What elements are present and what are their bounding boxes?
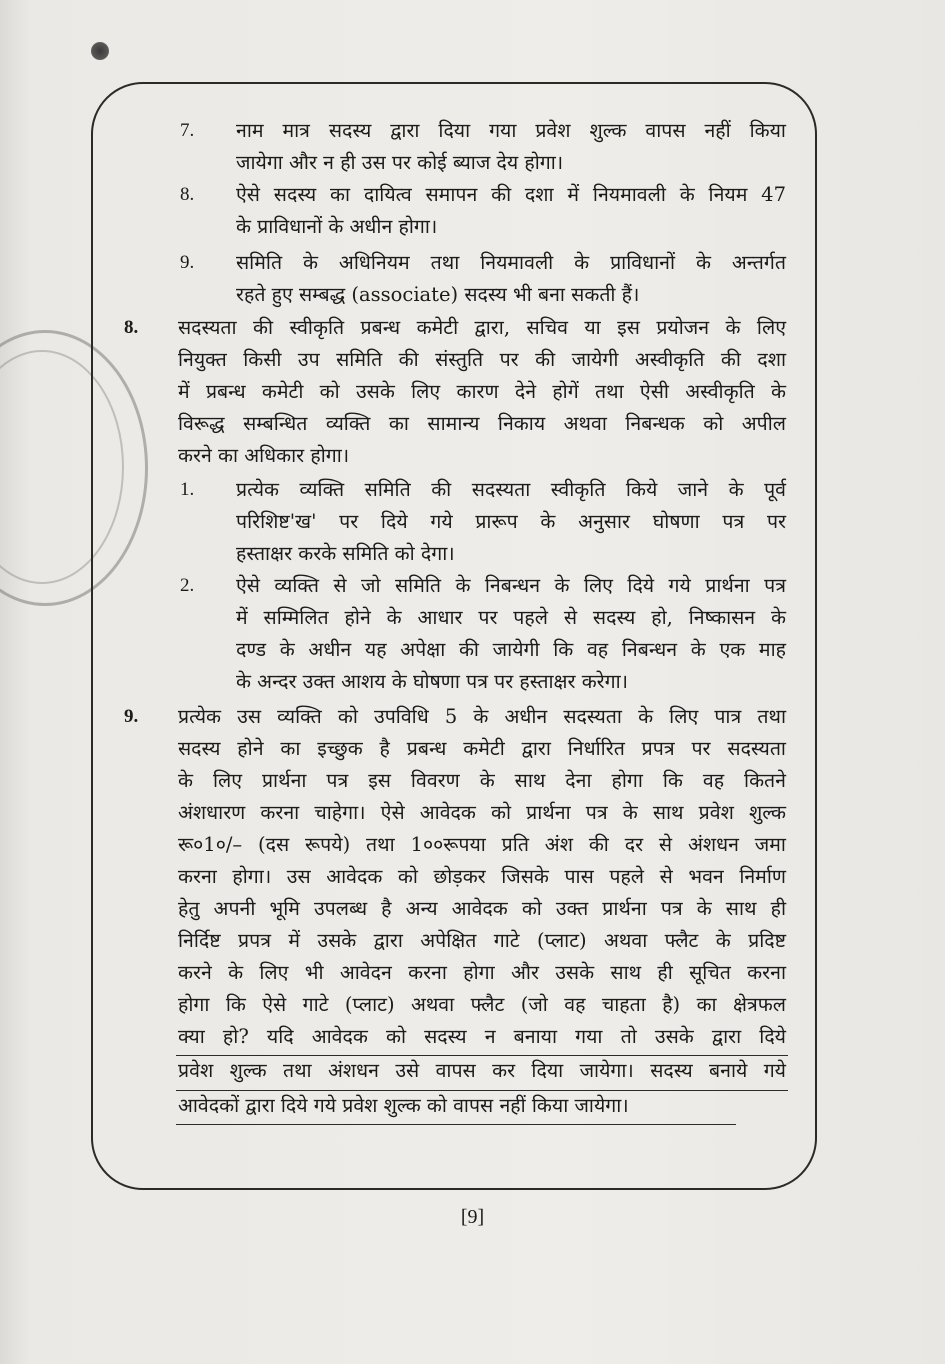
content-frame: [91, 82, 817, 1190]
section-line: होगा कि ऐसे गाटे (प्लाट) अथवा फ्लैट (जो वह चाहता है) का क्षेत्रफल: [178, 993, 786, 1016]
section-line: क्या हो? यदि आवेदक को सदस्य न बनाया गया तो उसके द्वारा दिये: [178, 1025, 786, 1048]
clause-number: 1.: [180, 479, 195, 500]
section-line: के लिए प्रार्थना पत्र इस विवरण के साथ देना होगा कि वह कितने: [178, 769, 786, 792]
section-line: करने के लिए भी आवेदन करना होगा और उसके साथ ही सूचित करना: [178, 961, 786, 984]
section-line: आवेदकों द्वारा दिये गये प्रवेश शुल्क को वापस नहीं किया जायेगा।: [178, 1094, 629, 1117]
clause-line: के अन्दर उक्त आशय के घोषणा पत्र पर हस्ताक्षर करेगा।: [236, 670, 629, 693]
clause-number: 2.: [180, 575, 195, 596]
clause-line: समिति के अधिनियम तथा नियमावली के प्राविधानों के अन्तर्गत: [236, 251, 786, 274]
clause-line: दण्ड के अधीन यह अपेक्षा की जायेगी कि वह निबन्धन के एक माह: [236, 638, 786, 661]
clause-line: नाम मात्र सदस्य द्वारा दिया गया प्रवेश शुल्क वापस नहीं किया: [236, 119, 786, 142]
clause-number: 8.: [180, 184, 195, 205]
section-line: में प्रबन्ध कमेटी को उसके लिए कारण देने होगें तथा ऐसी अस्वीकृति के: [178, 380, 786, 403]
punch-hole: [91, 42, 109, 60]
page-number: [9]: [460, 1206, 485, 1228]
section-line: रू०1०/– (दस रूपये) तथा 1००रूपया प्रति अंश की दर से अंशधन जमा: [178, 833, 786, 856]
section-number: 9.: [124, 706, 139, 727]
pen-underline: [176, 1090, 788, 1091]
section-line: सदस्य होने का इच्छुक है प्रबन्ध कमेटी द्वारा निर्धारित प्रपत्र पर सदस्यता: [178, 737, 786, 760]
section-line: हेतु अपनी भूमि उपलब्ध है अन्य आवेदक को उक्त प्रार्थना पत्र के साथ ही: [178, 897, 786, 920]
clause-line: के प्राविधानों के अधीन होगा।: [236, 215, 438, 238]
section-line: विरूद्ध सम्बन्धित व्यक्ति का सामान्य निकाय अथवा निबन्धक को अपील: [178, 412, 786, 435]
clause-line: हस्ताक्षर करके समिति को देगा।: [236, 542, 455, 565]
section-line: निर्दिष्ट प्रपत्र में उसके द्वारा अपेक्षित गाटे (प्लाट) अथवा फ्लैट के प्रदिष्ट: [178, 929, 786, 952]
section-line: अंशधारण करना चाहेगा। ऐसे आवेदक को प्रार्थना पत्र के साथ प्रवेश शुल्क: [178, 801, 786, 824]
clause-line: प्रत्येक व्यक्ति समिति की सदस्यता स्वीकृति किये जाने के पूर्व: [236, 478, 786, 501]
clause-line: जायेगा और न ही उस पर कोई ब्याज देय होगा।: [236, 151, 564, 174]
pen-underline: [176, 1124, 736, 1125]
section-line: नियुक्त किसी उप समिति की संस्तुति पर की जायेगी अस्वीकृति की दशा: [178, 348, 786, 371]
section-line: करने का अधिकार होगा।: [178, 444, 350, 467]
clause-line: परिशिष्ट'ख' पर दिये गये प्रारूप के अनुसार घोषणा पत्र पर: [236, 510, 786, 533]
clause-line: रहते हुए सम्बद्ध (associate) सदस्य भी बना सकती हैं।: [236, 283, 640, 306]
section-line: करना होगा। उस आवेदक को छोड़कर जिसके पास पहले से भवन निर्माण: [178, 865, 786, 888]
clause-line: ऐसे सदस्य का दायित्व समापन की दशा में नियमावली के नियम 47: [236, 183, 786, 206]
section-line: सदस्यता की स्वीकृति प्रबन्ध कमेटी द्वारा, सचिव या इस प्रयोजन के लिए: [178, 316, 786, 339]
section-line: प्रवेश शुल्क तथा अंशधन उसे वापस कर दिया जायेगा। सदस्य बनाये गये: [178, 1059, 786, 1082]
clause-line: में सम्मिलित होने के आधार पर पहले से सदस्य हो, निष्कासन के: [236, 606, 786, 629]
clause-number: 9.: [180, 252, 195, 273]
section-line: प्रत्येक उस व्यक्ति को उपविधि 5 के अधीन सदस्यता के लिए पात्र तथा: [178, 705, 786, 728]
section-number: 8.: [124, 317, 139, 338]
pen-underline: [176, 1055, 788, 1056]
clause-number: 7.: [180, 120, 195, 141]
clause-line: ऐसे व्यक्ति से जो समिति के निबन्धन के लिए दिये गये प्रार्थना पत्र: [236, 574, 786, 597]
